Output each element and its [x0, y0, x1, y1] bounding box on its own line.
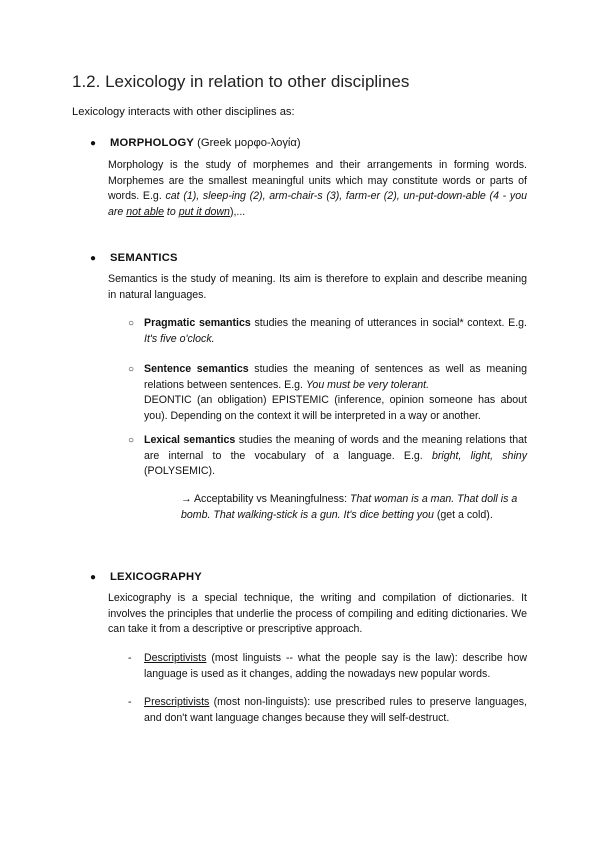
note-intro: → Acceptability vs Meaningfulness: — [181, 493, 350, 505]
sentence-semantics-item — [128, 362, 527, 424]
morphology-examples: cat (1), sleep-ing (2), arm-chair-s (3), farm-er (2), un-put-down-able (4 - you are — [108, 190, 527, 218]
semantics-paragraph: Semantics is the study of meaning. Its aim is therefore to explain and describe meaning in natural languages. — [108, 273, 527, 301]
bullet-icon: ● — [90, 572, 97, 583]
pragmatic-semantics-item — [128, 316, 527, 347]
bullet-icon: ● — [90, 138, 97, 149]
descriptivists-item — [128, 651, 527, 682]
note-examples: That woman is a man. That doll is a bomb. That walking-stick is a gun. It's dice betting you — [181, 493, 518, 521]
circle-bullet-icon: ○ — [128, 318, 135, 329]
morphology-definition: Morphology is the study of morphemes and their arrangements in forming words. Morphemes are the smallest meaningful units which may constitute words or parts of words. E.g. — [108, 159, 527, 202]
morphology-greek: (Greek μορφο-λογία) — [197, 137, 301, 149]
circle-bullet-icon: ○ — [128, 435, 135, 446]
semantics-title: SEMANTICS — [110, 252, 178, 264]
descriptivists-text: (most linguists -- what the people say is the law): describe how language is used as it changes, adding the nowadays new popular words. — [144, 652, 527, 680]
morphology-title: MORPHOLOGY — [110, 137, 195, 149]
page-title: 1.2. Lexicology in relation to other disciplines — [72, 72, 410, 91]
sentence-example: You must be very tolerant. — [305, 378, 430, 391]
prescriptivists-item — [128, 695, 527, 726]
to-text: to — [163, 205, 179, 218]
lexical-end: (POLYSEMIC). — [144, 465, 216, 477]
pragmatic-example: It's five o'clock. — [144, 332, 215, 345]
lexicography-heading — [90, 571, 202, 583]
prescriptivists-term: Prescriptivists — [144, 696, 210, 708]
morphology-end: ),... — [229, 205, 246, 218]
sentence-text: studies the meaning of sentences as well as meaning relations between sentences. E.g. — [144, 363, 528, 391]
morphology-paragraph — [108, 158, 527, 220]
lexicography-title: LEXICOGRAPHY — [110, 571, 202, 583]
acceptability-note — [181, 492, 527, 523]
prescriptivists-text: (most non-linguists): use prescribed rules to preserve languages, and don't want language changes because they will self-destruct. — [144, 696, 527, 724]
put-it-down-text: put it down — [178, 205, 230, 218]
lexicography-paragraph: Lexicography is a special technique, the writing and compilation of dictionaries. It involves the principles that underlie the process of compiling and editing dictionaries. We can take it from a descriptive or prescriptive approach. — [108, 592, 527, 635]
descriptivists-term: Descriptivists — [144, 652, 207, 664]
intro-text: Lexicology interacts with other disciplines as: — [72, 106, 295, 118]
dash-bullet-icon: - — [128, 696, 132, 708]
note-end: (get a cold). — [433, 508, 493, 521]
lexical-example: bright, light, shiny — [431, 449, 527, 462]
morphology-heading — [90, 137, 301, 149]
semantics-heading — [90, 252, 178, 264]
dash-bullet-icon: - — [128, 652, 132, 664]
lexical-term: Lexical semantics — [144, 434, 236, 446]
bullet-icon: ● — [90, 253, 97, 264]
not-able-text: not able — [126, 205, 164, 218]
pragmatic-term: Pragmatic semantics — [144, 317, 251, 329]
lexical-text: studies the meaning of words and the meaning relations that are internal to the vocabulary of a language. E.g. — [144, 434, 527, 462]
pragmatic-text: studies the meaning of utterances in social* context. E.g. — [250, 317, 527, 329]
sentence-more: DEONTIC (an obligation) EPISTEMIC (inference, opinion someone has about you). Depending on the context it will be interpreted in a way or another. — [144, 394, 527, 422]
sentence-term: Sentence semantics — [144, 363, 249, 375]
lexical-semantics-item — [128, 433, 527, 480]
circle-bullet-icon: ○ — [128, 364, 135, 375]
